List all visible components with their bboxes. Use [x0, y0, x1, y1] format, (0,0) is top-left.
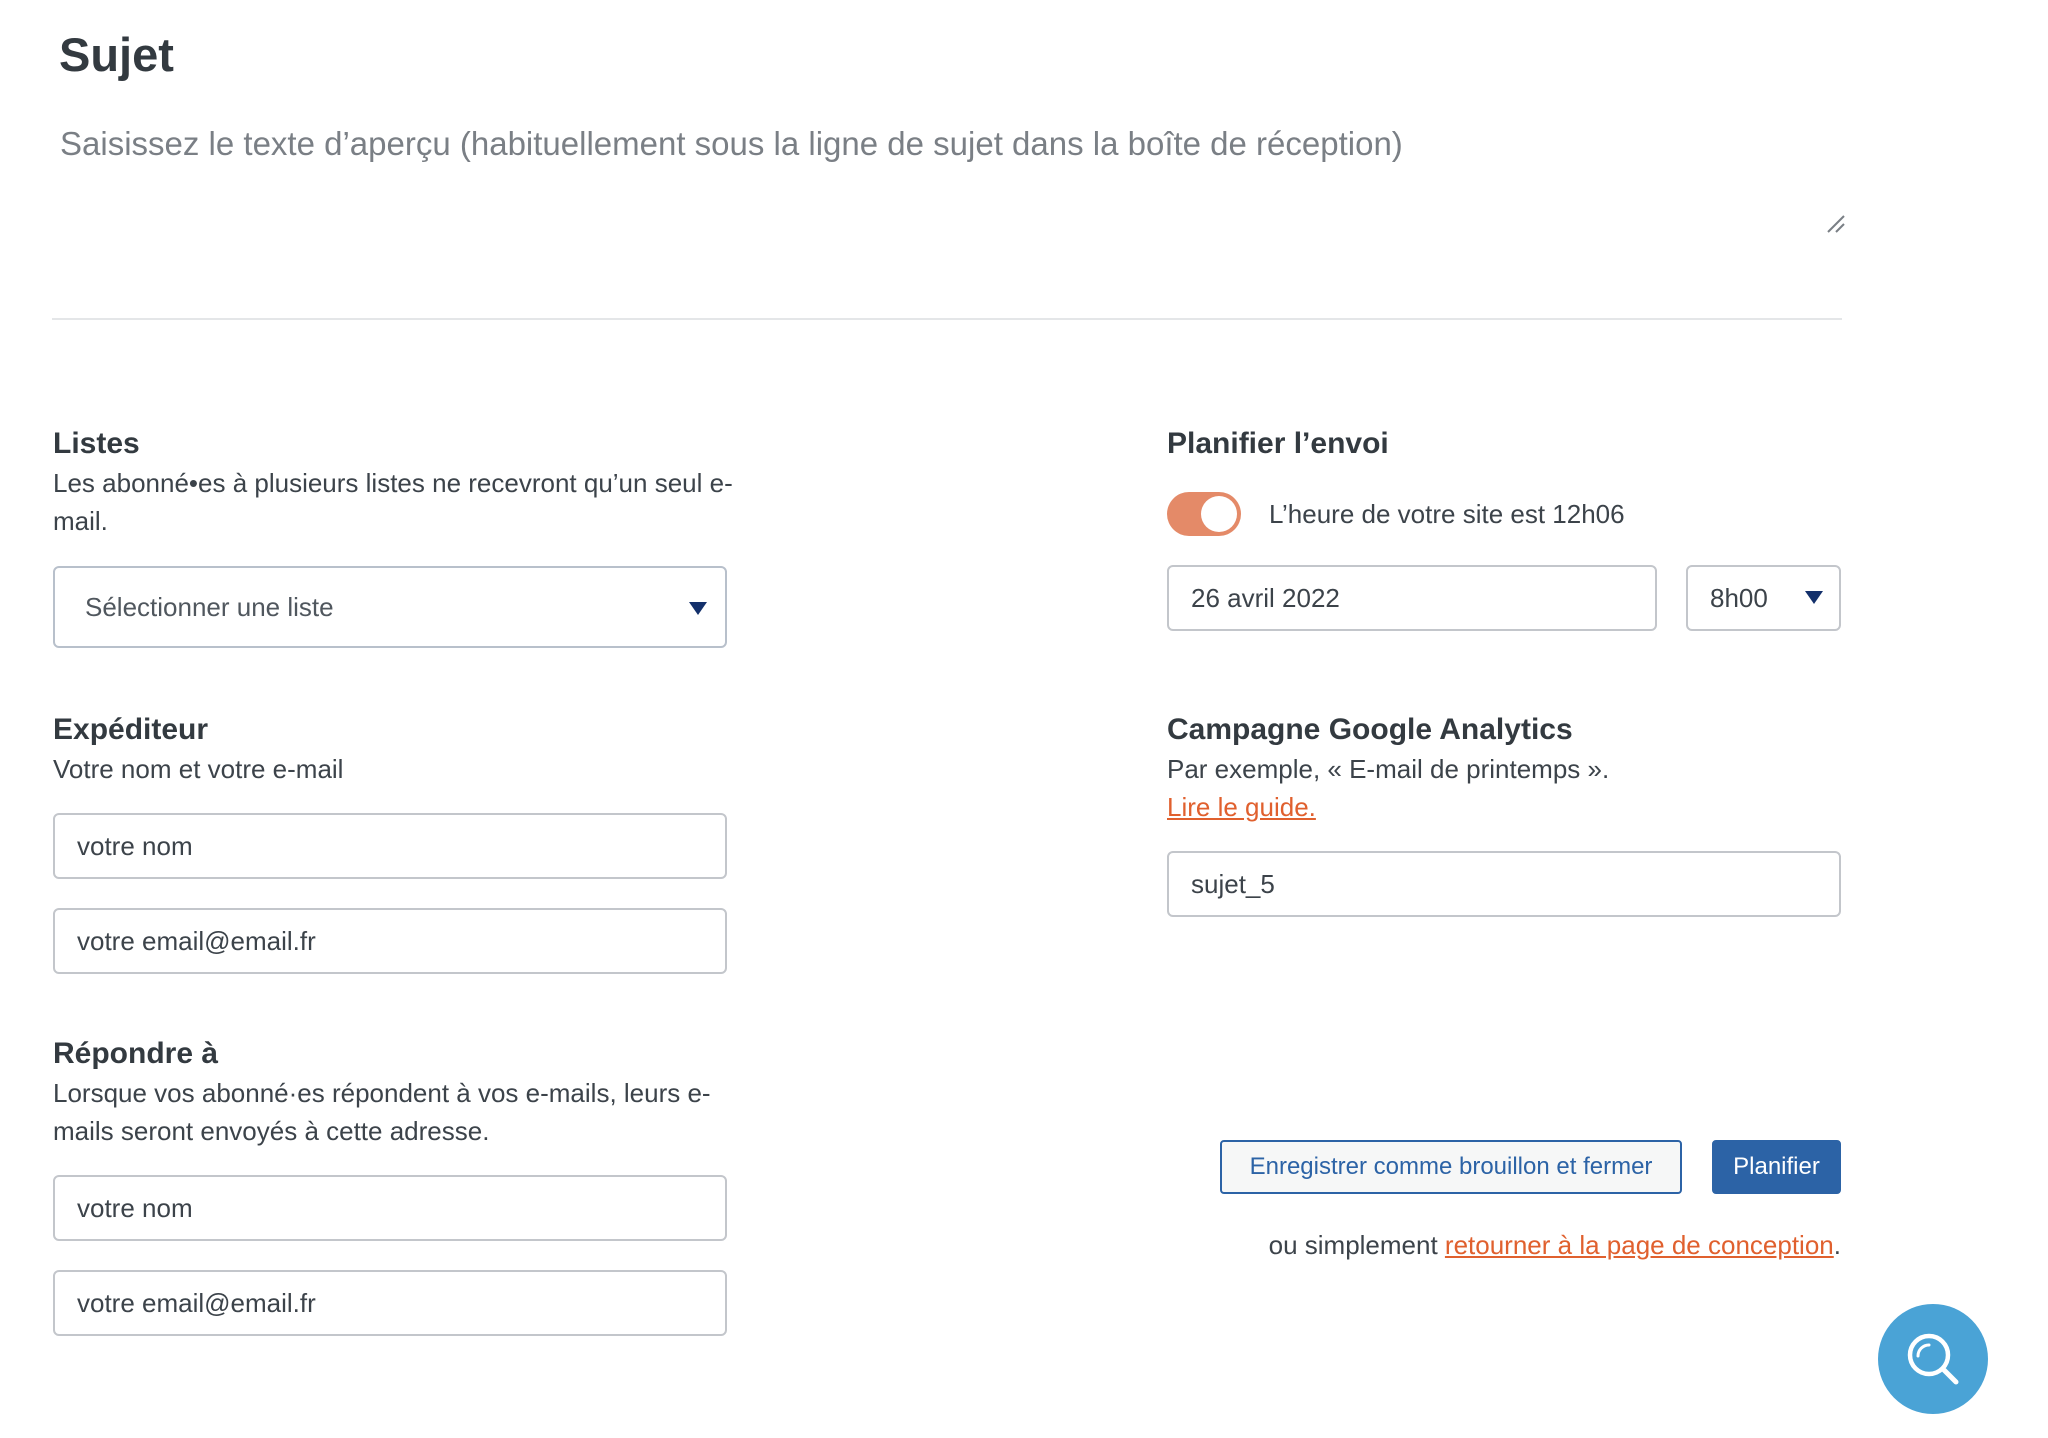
time-select-value: 8h00 — [1710, 583, 1768, 613]
subject-title: Sujet — [59, 28, 174, 81]
help-button[interactable] — [1878, 1304, 1988, 1414]
return-line — [1269, 1226, 1841, 1264]
analytics-description: Par exemple, « E-mail de printemps ». — [1167, 754, 1610, 784]
date-field[interactable] — [1167, 565, 1657, 631]
section-divider — [52, 318, 1842, 320]
sender-name-field[interactable] — [53, 813, 727, 879]
preview-text-input[interactable] — [52, 120, 1858, 240]
site-time-label: L’heure de votre site est 12h06 — [1269, 499, 1625, 529]
lists-title: Listes — [53, 427, 140, 460]
reply-email-field[interactable] — [53, 1270, 727, 1336]
schedule-title: Planifier l’envoi — [1167, 427, 1389, 460]
analytics-title: Campagne Google Analytics — [1167, 713, 1573, 746]
schedule-toggle[interactable] — [1167, 492, 1241, 536]
lists-description: Les abonné•es à plusieurs listes ne recevront qu’un seul e-mail. — [53, 468, 733, 536]
reply-name-field[interactable] — [53, 1175, 727, 1241]
schedule-button[interactable]: Planifier — [1712, 1140, 1841, 1194]
toggle-knob — [1201, 496, 1237, 532]
search-icon — [1878, 1304, 1988, 1414]
or-text: ou simplement — [1268, 1230, 1445, 1260]
save-draft-button[interactable]: Enregistrer comme brouillon et fermer — [1220, 1140, 1682, 1194]
campaign-field[interactable] — [1167, 851, 1841, 917]
return-to-design-link[interactable]: retourner à la page de conception — [1444, 1230, 1834, 1260]
caret-down-icon — [689, 602, 707, 615]
reply-to-title: Répondre à — [53, 1037, 219, 1070]
time-select[interactable] — [1686, 565, 1841, 631]
sender-description: Votre nom et votre e-mail — [53, 754, 344, 784]
trailing-period: . — [1833, 1230, 1841, 1260]
sender-title: Expéditeur — [53, 713, 209, 746]
resize-grip-icon[interactable] — [1824, 212, 1846, 234]
caret-down-icon — [1805, 591, 1823, 604]
sender-section — [53, 710, 733, 788]
guide-link[interactable]: Lire le guide. — [1167, 792, 1316, 822]
lists-section — [53, 424, 733, 540]
list-select[interactable] — [53, 566, 727, 648]
reply-to-section — [53, 1034, 733, 1150]
list-select-placeholder: Sélectionner une liste — [85, 592, 334, 622]
analytics-section — [1167, 710, 1847, 826]
sender-email-field[interactable] — [53, 908, 727, 974]
reply-to-description: Lorsque vos abonné·es répondent à vos e-mails, leurs e-mails seront envoyés à cette adresse. — [53, 1078, 711, 1146]
